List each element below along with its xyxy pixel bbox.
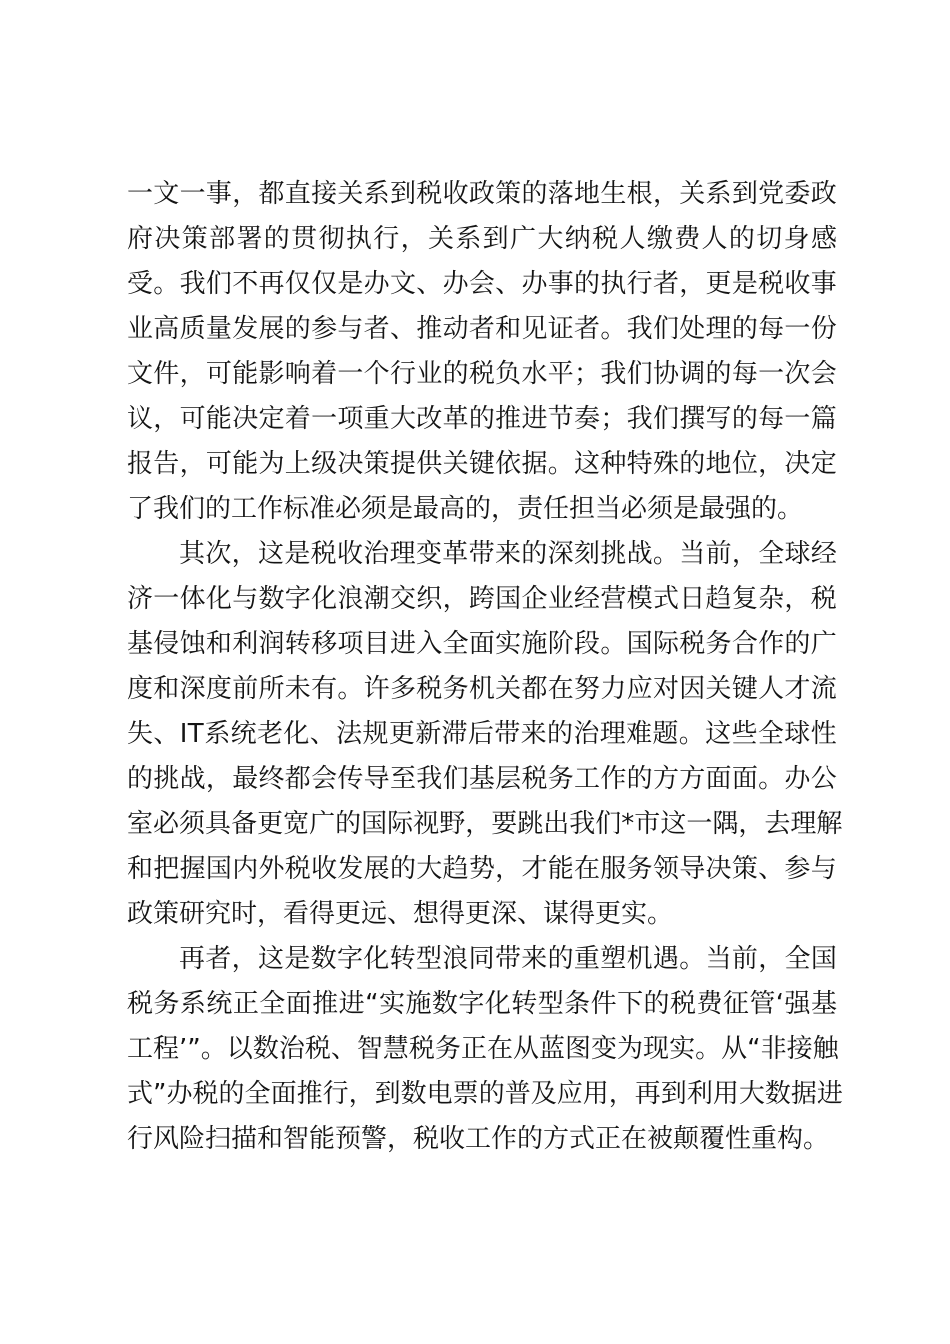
text-line: 行风险扫描和智能预警，税收工作的方式正在被颠覆性重构。: [127, 1124, 830, 1154]
text-line: 政策研究时，看得更远、想得更深、谋得更实。: [127, 899, 674, 929]
text-line: 基 侵 蚀 和 利 润 转 移 项 目 进 入 全 面 实 施 阶 段 。 国 际 税 务 合 作 的 广: [127, 629, 837, 659]
text-line: 式 ” 办 税 的 全 面 推 行 ， 到 数 电 票 的 普 及 应 用 ， 再 到 利 用 大 数 据 进: [127, 1079, 843, 1109]
text-line: 府 决 策 部 署 的 贯 彻 执 行 ， 关 系 到 广 大 纳 税 人 缴 费 人 的 切 身 感: [127, 224, 837, 254]
text-line: 度 和 深 度 前 所 未 有 。 许 多 税 务 机 关 都 在 努 力 应 对 因 关 键 人 才 流: [127, 674, 837, 704]
text-line: 文 件 ， 可 能 影 响 着 一 个 行 业 的 税 负 水 平 ； 我 们 协 调 的 每 一 次 会: [127, 359, 837, 389]
text-line: 工 程 ’ ” 。 以 数 治 税 、 智 慧 税 务 正 在 从 蓝 图 变 为 现 实 。 从 “ 非 接 触: [127, 1034, 839, 1064]
text-line: 的 挑 战 ， 最 终 都 会 传 导 至 我 们 基 层 税 务 工 作 的 方 方 面 面 。 办 公: [127, 764, 837, 794]
text-line: 一 文 一 事 ， 都 直 接 关 系 到 税 收 政 策 的 落 地 生 根 ， 关 系 到 党 委 政: [127, 179, 837, 209]
text-line: 报 告 ， 可 能 为 上 级 决 策 提 供 关 键 依 据 。 这 种 特 殊 的 地 位 ， 决 定: [127, 449, 837, 479]
text-line: 税 务 系 统 正 全 面 推 进 “ 实 施 数 字 化 转 型 条 件 下 的 税 费 征 管 ‘ 强 基: [127, 989, 837, 1019]
text-line: 受 。 我 们 不 再 仅 仅 是 办 文 、 办 会 、 办 事 的 执 行 者 ， 更 是 税 收 事: [127, 269, 837, 299]
text-line: 了我们的工作标准必须是最高的，责任担当必须是最强的。: [127, 494, 804, 524]
text-line: 业 高 质 量 发 展 的 参 与 者 、 推 动 者 和 见 证 者 。 我 们 处 理 的 每 一 份: [127, 314, 837, 344]
paragraph-first-line: 其 次 ， 这 是 税 收 治 理 变 革 带 来 的 深 刻 挑 战 。 当 前 ， 全 球 经: [179, 539, 837, 569]
text-line: 失 、 I T 系 统 老 化 、 法 规 更 新 滞 后 带 来 的 治 理 难 题 。 这 些 全 球 性: [127, 719, 837, 749]
body-text: [127, 172, 843, 1162]
text-line: 议 ， 可 能 决 定 着 一 项 重 大 改 革 的 推 进 节 奏 ； 我 们 撰 写 的 每 一 篇: [127, 404, 837, 434]
text-line: 济 一 体 化 与 数 字 化 浪 潮 交 织 ， 跨 国 企 业 经 营 模 式 日 趋 复 杂 ， 税: [127, 584, 837, 614]
text-line: 室 必 须 具 备 更 宽 广 的 国 际 视 野 ， 要 跳 出 我 们 * 市 这 一 隅 ， 去 理 解: [127, 809, 843, 839]
text-line: 和 把 握 国 内 外 税 收 发 展 的 大 趋 势 ， 才 能 在 服 务 领 导 决 策 、 参 与: [127, 854, 837, 884]
paragraph-first-line: 再 者 ， 这 是 数 字 化 转 型 浪 同 带 来 的 重 塑 机 遇 。 当 前 ， 全 国: [179, 944, 837, 974]
